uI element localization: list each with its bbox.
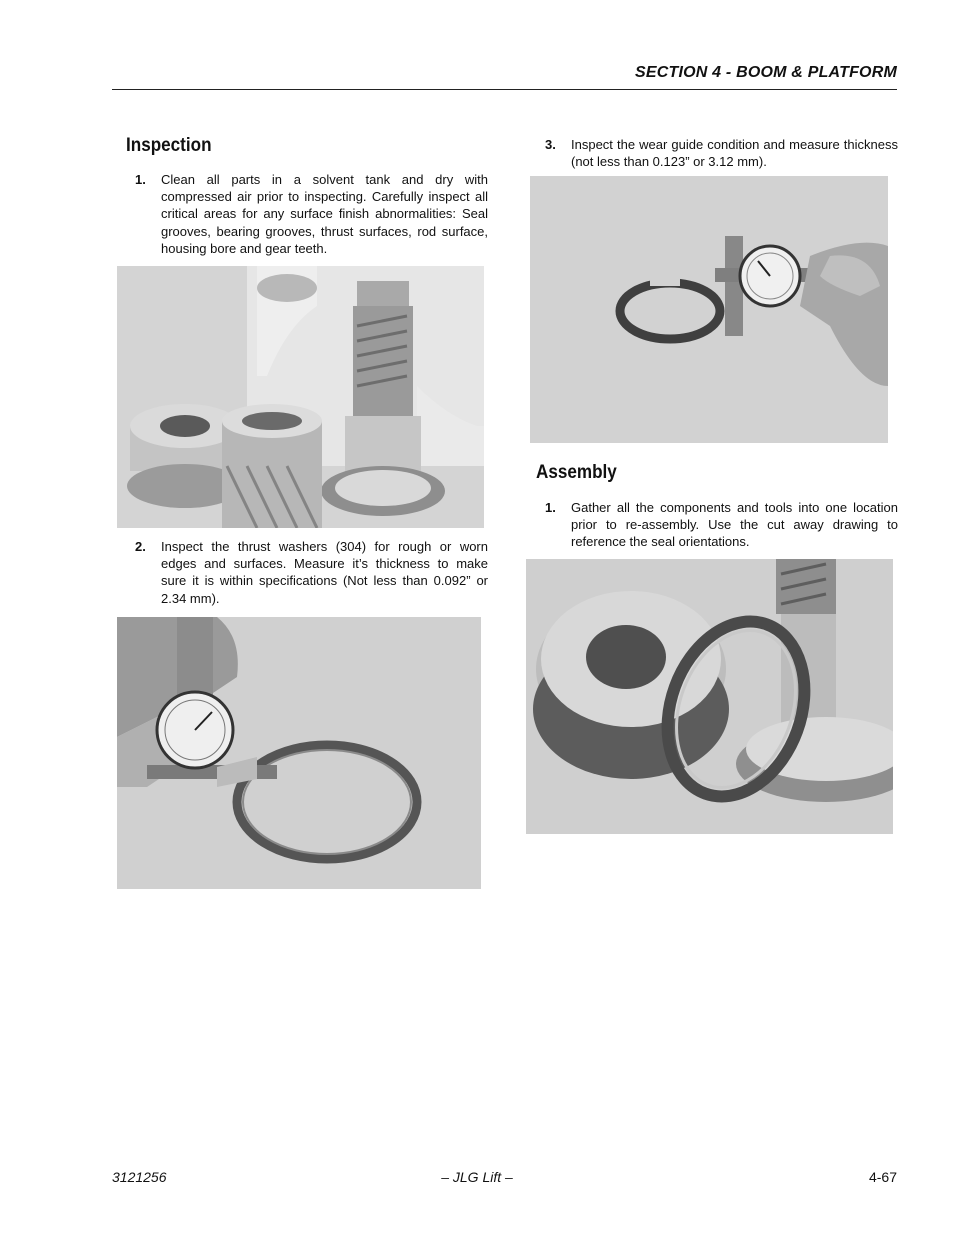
photo-wear-guide-measure — [530, 176, 888, 443]
step-number: 1. — [135, 172, 146, 187]
section-header-title: SECTION 4 - BOOM & PLATFORM — [635, 64, 897, 81]
inspection-step-3 — [545, 136, 898, 170]
photo-thrust-washer-measure — [117, 617, 481, 889]
inspection-step-1 — [135, 171, 488, 257]
footer-publisher: – JLG Lift – — [441, 1169, 513, 1185]
step-number: 3. — [545, 137, 556, 152]
inspection-heading: Inspection — [126, 135, 212, 156]
step-number: 2. — [135, 539, 146, 554]
assembly-step-1 — [545, 499, 898, 551]
step-text: Inspect the wear guide condition and measure thickness (not less than 0.123” or 3.12 mm). — [571, 137, 898, 170]
step-number: 1. — [545, 500, 556, 515]
assembly-heading: Assembly — [536, 462, 617, 483]
footer-page-number: 4-67 — [868, 1169, 897, 1185]
step-text: Gather all the components and tools into one location prior to re-assembly. Use the cut away drawing to reference the seal orientations. — [571, 500, 898, 550]
photo-disassembled-parts — [117, 266, 484, 528]
step-text: Clean all parts in a solvent tank and dry with compressed air prior to inspecting. Carefully inspect all critical areas for any surface finish abnormalities: Seal grooves, bearing grooves, thrust surfaces, rod surface, housing bore and gear teeth. — [161, 172, 488, 256]
step-text: Inspect the thrust washers (304) for rough or worn edges and surfaces. Measure it’s thickness to make sure it is within specifications (Not less than 0.092” or 2.34 mm). — [161, 539, 488, 606]
footer-doc-number: 3121256 — [112, 1169, 167, 1185]
photo-assembly-components — [526, 559, 893, 834]
header-divider — [112, 89, 897, 90]
inspection-step-2 — [135, 538, 488, 607]
